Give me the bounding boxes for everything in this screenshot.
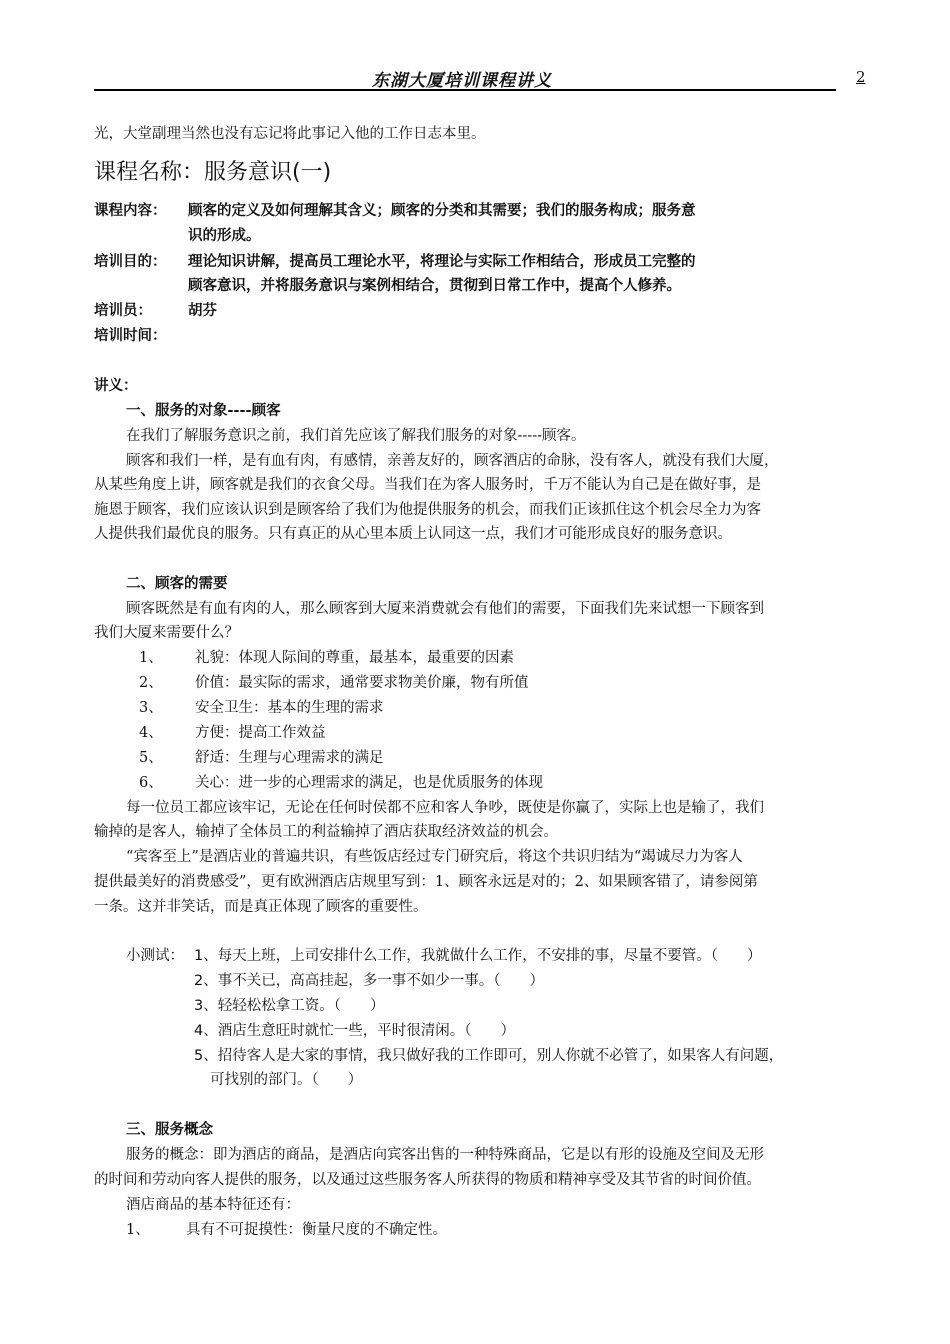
need-text: 关心：进一步的心理需求的满足，也是优质服务的体现 xyxy=(195,775,543,791)
section3-heading: 三、服务概念 xyxy=(126,1121,213,1138)
section2-p2-line2: 输掉的是客人，输掉了全体员工的利益输掉了酒店获取经济效益的机会。 xyxy=(94,824,558,840)
intro-tail-text: 光，大堂副理当然也没有忘记将此事记入他的工作日志本里。 xyxy=(94,126,486,142)
purpose-line2: 顾客意识，并将服务意识与案例相结合，贯彻到日常工作中，提高个人修养。 xyxy=(188,278,681,294)
training-time-label: 培训时间： xyxy=(94,328,167,344)
need-item xyxy=(139,724,326,742)
need-text: 方便：提高工作效益 xyxy=(195,725,326,741)
page-number: 2 xyxy=(856,68,866,86)
section2-p1-line1: 顾客既然是有血有肉的人，那么顾客到大厦来消费就会有他们的需要，下面我们先来试想一下顾客到 xyxy=(126,601,764,617)
need-text: 舒适：生理与心理需求的满足 xyxy=(195,750,384,766)
section2-p1-line2: 我们大厦来需要什么？ xyxy=(94,625,239,641)
need-text: 安全卫生：基本的生理的需求 xyxy=(195,700,384,716)
section1-p2-line4: 人提供我们最优良的服务。只有真正的从心里本质上认同这一点，我们才可能形成良好的服务意识。 xyxy=(94,526,732,542)
need-item xyxy=(139,774,543,792)
need-text: 价值：最实际的需求，通常要求物美价廉，物有所值 xyxy=(195,675,529,691)
section2-p2-line1: 每一位员工都应该牢记，无论在任何时侯都不应和客人争吵，既使是你赢了，实际上也是输了，我们 xyxy=(126,800,764,816)
need-number: 1、 xyxy=(139,650,163,666)
section3-p1-line2: 的时间和劳动向客人提供的服务，以及通过这些服务客人所获得的物质和精神享受及其节省的时间价值。 xyxy=(94,1172,761,1188)
trainer-label: 培训员： xyxy=(94,303,152,319)
need-number: 4、 xyxy=(139,725,163,741)
course-content-line1: 顾客的定义及如何理解其含义；顾客的分类和其需要；我们的服务构成；服务意 xyxy=(188,203,696,219)
purpose-label: 培训目的： xyxy=(94,254,167,270)
need-text: 礼貌：体现人际间的尊重，最基本，最重要的因素 xyxy=(195,650,514,666)
section3-item-1 xyxy=(126,1221,447,1239)
course-title: 课程名称：服务意识(一) xyxy=(94,160,332,185)
purpose-line1: 理论知识讲解，提高员工理论水平，将理论与实际工作相结合，形成员工完整的 xyxy=(188,254,696,270)
section1-p2-line1: 顾客和我们一样，是有血有肉，有感情，亲善友好的，顾客酒店的命脉，没有客人，就没有我们大厦， xyxy=(126,453,779,469)
quiz-label: 小测试： xyxy=(126,948,184,964)
quiz-question-2: 2、事不关已，高高挂起，多一事不如少一事。（ ） xyxy=(194,973,544,989)
course-content-label: 课程内容： xyxy=(94,203,167,219)
quiz-question-5-line1: 5、招待客人是大家的事情，我只做好我的工作即可，别人你就不必管了，如果客人有问题， xyxy=(194,1048,784,1064)
quiz-question-5-line2: 可找别的部门。（ ） xyxy=(210,1072,363,1088)
section2-heading: 二、顾客的需要 xyxy=(126,575,228,592)
section1-paragraph1: 在我们了解服务意识之前，我们首先应该了解我们服务的对象-----顾客。 xyxy=(126,428,586,444)
header-title: 东湖大厦培训课程讲义 xyxy=(372,71,552,91)
need-item xyxy=(139,749,384,767)
need-number: 3、 xyxy=(139,700,163,716)
trainer-name: 胡芬 xyxy=(188,303,217,319)
item-text: 具有不可捉摸性：衡量尺度的不确定性。 xyxy=(186,1222,447,1238)
section2-p3-line3: 一条。这并非笑话，而是真正体现了顾客的重要性。 xyxy=(94,899,428,915)
lecture-label: 讲义： xyxy=(94,378,138,394)
section1-p2-line2: 从某些角度上讲，顾客就是我们的衣食父母。当我们在为客人服务时，千万不能认为自己是在做好事，是 xyxy=(94,477,761,493)
section1-p2-line3: 施恩于顾客，我们应该认识到是顾客给了我们为他提供服务的机会，而我们正该抓住这个机会尽全力为客 xyxy=(94,502,761,518)
section3-paragraph2: 酒店商品的基本特征还有： xyxy=(126,1197,300,1213)
course-content-line2: 识的形成。 xyxy=(188,228,261,244)
need-number: 2、 xyxy=(139,675,163,691)
quiz-question-1: 1、每天上班，上司安排什么工作，我就做什么工作，不安排的事，尽量不要管。（ ） xyxy=(194,948,762,964)
quiz-question-3: 3、轻轻松松拿工资。（ ） xyxy=(194,998,385,1014)
need-item xyxy=(139,674,529,692)
section2-p3-line2: 提供最美好的消费感受”，更有欧洲酒店店规里写到：1、顾客永远是对的；2、如果顾客错了，请参阅第 xyxy=(94,874,758,890)
section2-p3-line1: “宾客至上”是酒店业的普遍共识，有些饭店经过专门研究后，将这个共识归结为“竭诚尽力为客人 xyxy=(126,849,743,865)
header-divider xyxy=(94,89,836,91)
quiz-question-4: 4、酒店生意旺时就忙一些，平时很清闲。（ ） xyxy=(194,1023,515,1039)
section3-p1-line1: 服务的概念：即为酒店的商品，是酒店向宾客出售的一种特殊商品，它是以有形的设施及空间及无形 xyxy=(126,1147,764,1163)
item-number: 1、 xyxy=(126,1222,150,1238)
need-number: 6、 xyxy=(139,775,163,791)
need-number: 5、 xyxy=(139,750,163,766)
section1-heading: 一、服务的对象----顾客 xyxy=(126,402,281,419)
need-item xyxy=(139,649,514,667)
need-item xyxy=(139,699,384,717)
